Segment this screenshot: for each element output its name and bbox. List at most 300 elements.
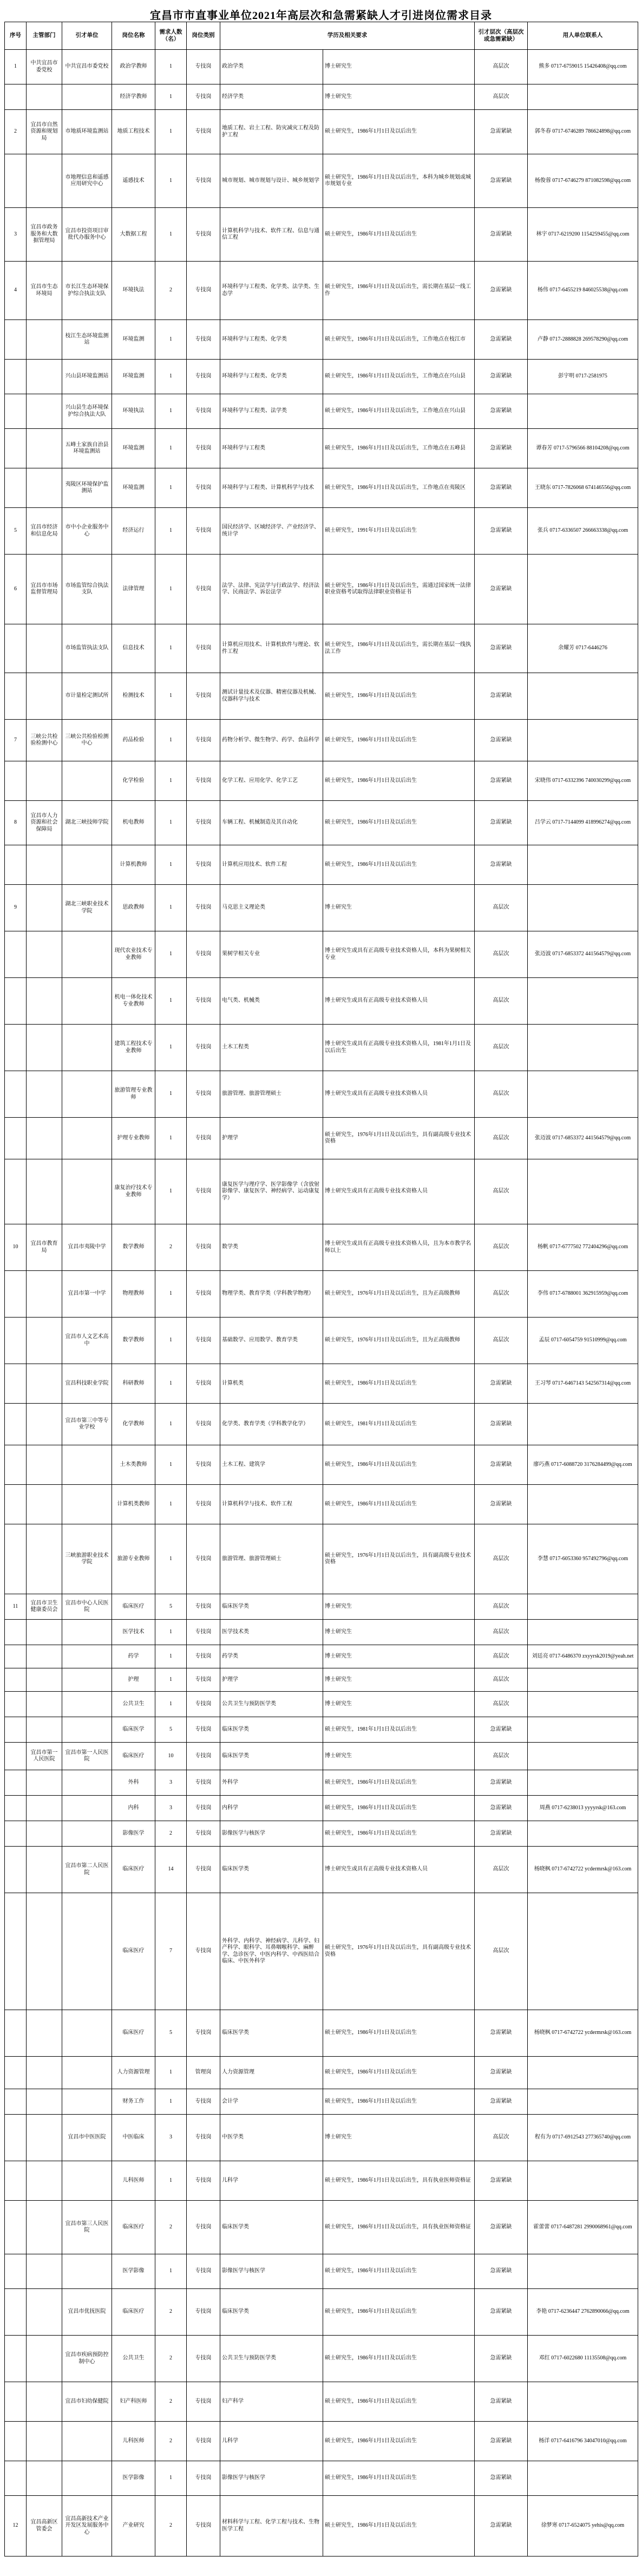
cell-req: 博士研究生 — [323, 2115, 475, 2161]
table-header-row — [5, 22, 638, 50]
cell-edu: 旅游管理、旅游管理硕士 — [220, 1524, 323, 1594]
cell-contact: 李慧 0717-6053360 957492796@qq.com — [528, 1524, 638, 1594]
cell-post: 护理专业教师 — [112, 1118, 155, 1159]
cell-contact: 徐梦寒 0717-6524075 yehis@qq.com — [528, 2496, 638, 2557]
cell-level: 急需紧缺 — [475, 320, 528, 360]
cell-dept — [27, 2336, 62, 2382]
cell-level: 高层次 — [475, 1645, 528, 1668]
cell-req: 硕士研究生，1986年1月1日及以后出生，工作地点在五峰县 — [323, 429, 475, 468]
cell-edu: 物理学类、教育学类（学科教学物理） — [220, 1271, 323, 1318]
cell-dept — [27, 1271, 62, 1318]
table-row — [5, 1743, 638, 1770]
cell-post: 临床医疗 — [112, 2201, 155, 2254]
cell-post: 旅游专业教师 — [112, 1524, 155, 1594]
cell-level: 高层次 — [475, 1524, 528, 1594]
cell-req: 硕士研究生，1986年1月1日及以后出生 — [323, 1770, 475, 1796]
cell-seq — [5, 2010, 27, 2057]
cell-dept — [27, 673, 62, 720]
cell-contact — [528, 1404, 638, 1445]
cell-level: 急需紧缺 — [475, 1404, 528, 1445]
cell-num: 1 — [155, 1645, 187, 1668]
cell-req: 博士研究生或具有正高级专业技术资格人员 — [323, 978, 475, 1025]
table-row — [5, 1668, 638, 1692]
cell-seq — [5, 2461, 27, 2496]
cell-req: 博士研究生 — [323, 1692, 475, 1717]
cell-post: 内科 — [112, 1796, 155, 1821]
header-post: 岗位名称 — [112, 22, 155, 50]
cell-seq — [5, 2289, 27, 2336]
cell-post: 计算机类教师 — [112, 1485, 155, 1524]
cell-edu: 材料科学与工程、化学工程与技术、生物医学工程 — [220, 2496, 323, 2557]
cell-edu: 环境科学与工程类、化学类 — [220, 360, 323, 394]
cell-cat: 专技岗 — [187, 2461, 220, 2496]
cell-seq — [5, 624, 27, 673]
cell-req: 博士研究生 — [323, 1620, 475, 1645]
cell-cat: 专技岗 — [187, 1224, 220, 1271]
cell-seq — [5, 2336, 27, 2382]
cell-level: 高层次 — [475, 1893, 528, 2010]
cell-contact — [528, 2089, 638, 2115]
cell-unit — [62, 2461, 112, 2496]
cell-post: 临床医疗 — [112, 1847, 155, 1893]
cell-post: 医学影像 — [112, 2254, 155, 2289]
cell-seq — [5, 1364, 27, 1404]
table-row — [5, 1445, 638, 1485]
cell-unit: 宜昌市第二人民医院 — [62, 1847, 112, 1893]
cell-num: 1 — [155, 1445, 187, 1485]
cell-req: 硕士研究生，1986年1月1日及以后出生 — [323, 673, 475, 720]
cell-edu: 外科学、内科学、神经病学、儿科学、妇产科学、眼科学、耳鼻咽喉科学、麻醉学、急诊医学、中医内科学、中西医结合临床、中医外科学 — [220, 1893, 323, 2010]
cell-num: 1 — [155, 624, 187, 673]
cell-num: 2 — [155, 2289, 187, 2336]
cell-cat: 专技岗 — [187, 1404, 220, 1445]
cell-cat: 专技岗 — [187, 110, 220, 154]
cell-level: 急需紧缺 — [475, 429, 528, 468]
cell-cat: 专技岗 — [187, 262, 220, 320]
cell-edu: 政治学类 — [220, 50, 323, 84]
cell-dept — [27, 2115, 62, 2161]
cell-post: 土木类教师 — [112, 1445, 155, 1485]
cell-level: 急需紧缺 — [475, 110, 528, 154]
cell-seq: 12 — [5, 2496, 27, 2557]
cell-req: 硕士研究生，1981年1月1日及以后出生 — [323, 1717, 475, 1743]
cell-seq — [5, 1821, 27, 1847]
table-row — [5, 555, 638, 624]
cell-edu: 护理学 — [220, 1668, 323, 1692]
cell-post: 药学 — [112, 1645, 155, 1668]
cell-num: 1 — [155, 1524, 187, 1594]
cell-level: 急需紧缺 — [475, 1770, 528, 1796]
cell-post: 儿科医师 — [112, 2161, 155, 2201]
cell-contact — [528, 1668, 638, 1692]
table-row — [5, 2496, 638, 2557]
table-row — [5, 1717, 638, 1743]
cell-req: 博士研究生或具有正高级专业技术资格人员 — [323, 1847, 475, 1893]
header-level: 引才层次（高层次或急需紧缺） — [475, 22, 528, 50]
table-row — [5, 1485, 638, 1524]
cell-req: 硕士研究生，1976年1月1日及以后出生，且为正高级教师 — [323, 1271, 475, 1318]
cell-level: 急需紧缺 — [475, 2382, 528, 2422]
cell-seq — [5, 1445, 27, 1485]
cell-dept — [27, 1318, 62, 1364]
cell-seq: 6 — [5, 555, 27, 624]
cell-level: 急需紧缺 — [475, 845, 528, 885]
cell-dept — [27, 1404, 62, 1445]
cell-cat: 专技岗 — [187, 801, 220, 845]
cell-num: 2 — [155, 2422, 187, 2461]
cell-seq: 7 — [5, 720, 27, 761]
cell-num: 2 — [155, 2382, 187, 2422]
cell-post: 环境监测 — [112, 429, 155, 468]
cell-seq — [5, 1485, 27, 1524]
cell-dept — [27, 1118, 62, 1159]
cell-req: 硕士研究生，1986年1月1日及以后出生 — [323, 2289, 475, 2336]
cell-cat: 专技岗 — [187, 2089, 220, 2115]
cell-dept — [27, 1692, 62, 1717]
cell-cat: 专技岗 — [187, 1796, 220, 1821]
cell-contact: 郭冬春 0717-6746289 786624898@qq.com — [528, 110, 638, 154]
cell-post: 经济运行 — [112, 508, 155, 555]
cell-num: 1 — [155, 208, 187, 262]
cell-req: 硕士研究生，1986年1月1日及以后出生 — [323, 2010, 475, 2057]
cell-edu: 临床医学类 — [220, 2201, 323, 2254]
cell-num: 1 — [155, 801, 187, 845]
cell-dept — [27, 1821, 62, 1847]
cell-req: 硕士研究生，1986年1月1日及以后出生 — [323, 2422, 475, 2461]
cell-unit — [62, 1485, 112, 1524]
cell-unit — [62, 1118, 112, 1159]
cell-num: 5 — [155, 2010, 187, 2057]
cell-cat: 专技岗 — [187, 1847, 220, 1893]
cell-cat: 专技岗 — [187, 154, 220, 208]
cell-seq — [5, 1796, 27, 1821]
cell-req: 硕士研究生，1986年1月1日及以后出生 — [323, 1364, 475, 1404]
cell-dept: 宜昌市人力资源和社会保障局 — [27, 801, 62, 845]
cell-seq — [5, 2089, 27, 2115]
cell-dept — [27, 1717, 62, 1743]
table-row — [5, 320, 638, 360]
cell-level: 高层次 — [475, 1318, 528, 1364]
cell-dept: 宜昌市教育局 — [27, 1224, 62, 1271]
cell-seq — [5, 2057, 27, 2089]
cell-seq — [5, 1743, 27, 1770]
cell-num: 1 — [155, 110, 187, 154]
cell-edu: 环境科学与工程类 — [220, 429, 323, 468]
cell-level: 急需紧缺 — [475, 801, 528, 845]
cell-num: 1 — [155, 84, 187, 110]
cell-unit — [62, 1645, 112, 1668]
cell-cat: 专技岗 — [187, 50, 220, 84]
cell-req: 博士研究生 — [323, 1668, 475, 1692]
cell-req: 硕士研究生，1986年1月1日及以后出生 — [323, 845, 475, 885]
cell-contact: 王晓东 0717-7826068 674146556@qq.com — [528, 468, 638, 508]
cell-seq — [5, 429, 27, 468]
cell-num: 1 — [155, 1485, 187, 1524]
cell-num: 1 — [155, 978, 187, 1025]
table-row — [5, 1404, 638, 1445]
cell-edu: 基础数学、应用数学、教育学类 — [220, 1318, 323, 1364]
header-num: 需求人数（名） — [155, 22, 187, 50]
cell-req: 硕士研究生，1976年1月1日及以后出生，具有副高级专业技术资格 — [323, 1893, 475, 2010]
cell-req: 硕士研究生，1986年1月1日及以后出生，需通过国家统一法律职业资格考试取得法律职业资格证书 — [323, 555, 475, 624]
cell-post: 科研教师 — [112, 1364, 155, 1404]
cell-post: 药品检验 — [112, 720, 155, 761]
cell-dept — [27, 1524, 62, 1594]
cell-unit: 三峡旅游职业技术学院 — [62, 1524, 112, 1594]
cell-req: 博士研究生或具有正高级专业技术资格人员，且为本市教学名师以上 — [323, 1224, 475, 1271]
cell-post: 影像医学 — [112, 1821, 155, 1847]
cell-contact: 林宇 0717-6219200 1154259455@qq.com — [528, 208, 638, 262]
cell-level: 急需紧缺 — [475, 508, 528, 555]
cell-num: 1 — [155, 360, 187, 394]
cell-contact — [528, 2461, 638, 2496]
cell-edu: 临床医学类 — [220, 1717, 323, 1743]
cell-seq: 2 — [5, 110, 27, 154]
cell-level: 急需紧缺 — [475, 2496, 528, 2557]
cell-cat: 专技岗 — [187, 1271, 220, 1318]
cell-post: 机电教师 — [112, 801, 155, 845]
cell-cat: 专技岗 — [187, 1692, 220, 1717]
cell-dept — [27, 2201, 62, 2254]
cell-num: 1 — [155, 931, 187, 978]
cell-edu: 车辆工程、机械制造及其自动化 — [220, 801, 323, 845]
cell-seq — [5, 154, 27, 208]
cell-dept — [27, 1645, 62, 1668]
header-unit: 引才单位 — [62, 22, 112, 50]
cell-seq: 9 — [5, 885, 27, 931]
cell-cat: 专技岗 — [187, 1821, 220, 1847]
cell-dept: 中共宜昌市委党校 — [27, 50, 62, 84]
cell-edu: 儿科学 — [220, 2422, 323, 2461]
cell-edu: 经济学类 — [220, 84, 323, 110]
cell-num: 1 — [155, 1620, 187, 1645]
cell-unit: 兴山县生态环境保护综合执法大队 — [62, 394, 112, 429]
table-row — [5, 2254, 638, 2289]
cell-num: 5 — [155, 1594, 187, 1620]
cell-contact: 杨晓枫 0717-6742722 ycdermrsk@163.com — [528, 2010, 638, 2057]
cell-edu: 医学技术类 — [220, 1620, 323, 1645]
cell-dept — [27, 1071, 62, 1118]
cell-unit — [62, 845, 112, 885]
cell-edu: 临床医学类 — [220, 1847, 323, 1893]
cell-cat: 专技岗 — [187, 720, 220, 761]
cell-num: 2 — [155, 2201, 187, 2254]
cell-num: 3 — [155, 2115, 187, 2161]
cell-level: 急需紧缺 — [475, 262, 528, 320]
table-row — [5, 720, 638, 761]
cell-cat: 专技岗 — [187, 1445, 220, 1485]
table-row — [5, 1796, 638, 1821]
cell-seq — [5, 84, 27, 110]
cell-unit — [62, 978, 112, 1025]
table-row — [5, 262, 638, 320]
cell-post: 妇产科医师 — [112, 2382, 155, 2422]
cell-dept — [27, 1364, 62, 1404]
table-row — [5, 1271, 638, 1318]
cell-cat: 专技岗 — [187, 761, 220, 801]
cell-dept — [27, 2254, 62, 2289]
cell-unit: 宜昌市第一中学 — [62, 1271, 112, 1318]
table-row — [5, 978, 638, 1025]
cell-req: 硕士研究生，1986年1月1日及以后出生 — [323, 2089, 475, 2115]
cell-post: 产业研究 — [112, 2496, 155, 2557]
cell-seq — [5, 761, 27, 801]
cell-edu: 计算机应用技术、软件工程 — [220, 845, 323, 885]
cell-num: 1 — [155, 1071, 187, 1118]
cell-num: 1 — [155, 320, 187, 360]
cell-post: 建筑工程技术专业教师 — [112, 1025, 155, 1071]
cell-unit: 宜昌市夷陵中学 — [62, 1224, 112, 1271]
cell-seq — [5, 931, 27, 978]
cell-contact: 余耀芳 0717-6446276 — [528, 624, 638, 673]
cell-edu: 计算机应用技术、计算机软件与理论、软件工程 — [220, 624, 323, 673]
cell-seq — [5, 1318, 27, 1364]
cell-dept — [27, 2057, 62, 2089]
cell-edu: 会计学 — [220, 2089, 323, 2115]
cell-unit — [62, 1025, 112, 1071]
cell-unit — [62, 1821, 112, 1847]
cell-level: 急需紧缺 — [475, 2201, 528, 2254]
cell-unit: 枝江生态环境监测站 — [62, 320, 112, 360]
cell-seq — [5, 1404, 27, 1445]
cell-req: 硕士研究生，1986年1月1日及以后出生 — [323, 2254, 475, 2289]
cell-edu: 计算机科学与技术、软件工程 — [220, 1485, 323, 1524]
cell-post: 康复治疗技术专业教师 — [112, 1159, 155, 1224]
cell-level: 急需紧缺 — [475, 2089, 528, 2115]
cell-unit: 湖北三峡职业技术学院 — [62, 885, 112, 931]
cell-cat: 专技岗 — [187, 360, 220, 394]
cell-post: 护理 — [112, 1668, 155, 1692]
cell-edu: 人力资源管理 — [220, 2057, 323, 2089]
cell-level: 急需紧缺 — [475, 1717, 528, 1743]
cell-level: 急需紧缺 — [475, 2161, 528, 2201]
cell-level: 急需紧缺 — [475, 1821, 528, 1847]
table-row — [5, 1893, 638, 2010]
cell-unit: 市场监管综合执法支队 — [62, 555, 112, 624]
table-row — [5, 2289, 638, 2336]
cell-req: 硕士研究生，1986年1月1日及以后出生 — [323, 2461, 475, 2496]
cell-dept — [27, 84, 62, 110]
table-row — [5, 624, 638, 673]
cell-unit — [62, 931, 112, 978]
cell-req: 博士研究生或具有正高级专业技术资格人员，1981年1月1日及以后出生 — [323, 1025, 475, 1071]
cell-contact — [528, 1821, 638, 1847]
page — [4, 0, 638, 2576]
cell-num: 1 — [155, 673, 187, 720]
table-row — [5, 2115, 638, 2161]
table-row — [5, 931, 638, 978]
cell-seq — [5, 394, 27, 429]
cell-level: 高层次 — [475, 50, 528, 84]
cell-contact — [528, 1071, 638, 1118]
cell-contact — [528, 720, 638, 761]
cell-contact — [528, 2161, 638, 2201]
cell-level: 急需紧缺 — [475, 154, 528, 208]
cell-seq: 5 — [5, 508, 27, 555]
table-row — [5, 1524, 638, 1594]
cell-dept — [27, 1159, 62, 1224]
cell-edu: 影像医学与核医学 — [220, 2461, 323, 2496]
cell-req: 博士研究生 — [323, 50, 475, 84]
cell-post: 化学检验 — [112, 761, 155, 801]
cell-dept — [27, 978, 62, 1025]
cell-contact: 杨帆 0717-6777502 772404296@qq.com — [528, 1224, 638, 1271]
cell-dept — [27, 885, 62, 931]
cell-req: 硕士研究生，1986年1月1日及以后出生，工作地点在夷陵区 — [323, 468, 475, 508]
table-row — [5, 84, 638, 110]
cell-cat: 专技岗 — [187, 1364, 220, 1404]
cell-contact: 张兵 0717-6336507 266663338@qq.com — [528, 508, 638, 555]
table-row — [5, 1159, 638, 1224]
cell-contact: 谭春芳 0717-5796566 88104208@qq.com — [528, 429, 638, 468]
table-row — [5, 50, 638, 84]
cell-num: 1 — [155, 2089, 187, 2115]
cell-num: 1 — [155, 154, 187, 208]
table-row — [5, 2382, 638, 2422]
cell-level: 急需紧缺 — [475, 2010, 528, 2057]
table-row — [5, 1594, 638, 1620]
cell-seq — [5, 1847, 27, 1893]
cell-num: 1 — [155, 761, 187, 801]
cell-dept: 三峡公共检验检测中心 — [27, 720, 62, 761]
cell-seq — [5, 845, 27, 885]
cell-unit: 三峡公共检验检测中心 — [62, 720, 112, 761]
cell-unit — [62, 1620, 112, 1645]
cell-cat: 专技岗 — [187, 2115, 220, 2161]
cell-req: 硕士研究生，1976年1月1日及以后出生，且为正高级教师 — [323, 1318, 475, 1364]
cell-req: 硕士研究生，1986年1月1日及以后出生 — [323, 2496, 475, 2557]
cell-contact — [528, 394, 638, 429]
cell-post: 大数据工程 — [112, 208, 155, 262]
cell-post: 环境监测 — [112, 360, 155, 394]
cell-dept — [27, 394, 62, 429]
cell-cat: 专技岗 — [187, 2496, 220, 2557]
cell-edu: 环境科学与工程类、化学类 — [220, 320, 323, 360]
cell-level: 高层次 — [475, 1025, 528, 1071]
table-row — [5, 2461, 638, 2496]
cell-cat: 专技岗 — [187, 555, 220, 624]
cell-cat: 专技岗 — [187, 845, 220, 885]
cell-seq: 8 — [5, 801, 27, 845]
cell-post: 临床医疗 — [112, 2289, 155, 2336]
cell-req: 硕士研究生，1986年1月1日及以后出生 — [323, 110, 475, 154]
cell-cat: 专技岗 — [187, 2254, 220, 2289]
cell-seq — [5, 468, 27, 508]
cell-contact: 彭宇明 0717-2581975 — [528, 360, 638, 394]
cell-level: 高层次 — [475, 2115, 528, 2161]
cell-contact — [528, 1893, 638, 2010]
cell-contact — [528, 84, 638, 110]
cell-unit: 中共宜昌市委党校 — [62, 50, 112, 84]
cell-req: 硕士研究生，1976年1月1日及以后出生，具有副高级专业技术资格 — [323, 1524, 475, 1594]
cell-cat: 专技岗 — [187, 978, 220, 1025]
cell-contact: 邓红 0717-6022680 11135508@qq.com — [528, 2336, 638, 2382]
cell-cat: 专技岗 — [187, 320, 220, 360]
cell-edu: 环境科学与工程类、计算机科学与技术 — [220, 468, 323, 508]
cell-num: 2 — [155, 1821, 187, 1847]
cell-unit — [62, 1796, 112, 1821]
cell-dept — [27, 1025, 62, 1071]
cell-seq — [5, 2161, 27, 2201]
cell-post: 外科 — [112, 1770, 155, 1796]
cell-contact — [528, 1770, 638, 1796]
cell-req: 硕士研究生，1976年1月1日及以后出生，具有副高级专业技术资格 — [323, 1118, 475, 1159]
cell-req: 博士研究生 — [323, 885, 475, 931]
cell-dept — [27, 360, 62, 394]
cell-unit: 兴山县环境监测站 — [62, 360, 112, 394]
table-row — [5, 2422, 638, 2461]
cell-cat: 专技岗 — [187, 2382, 220, 2422]
